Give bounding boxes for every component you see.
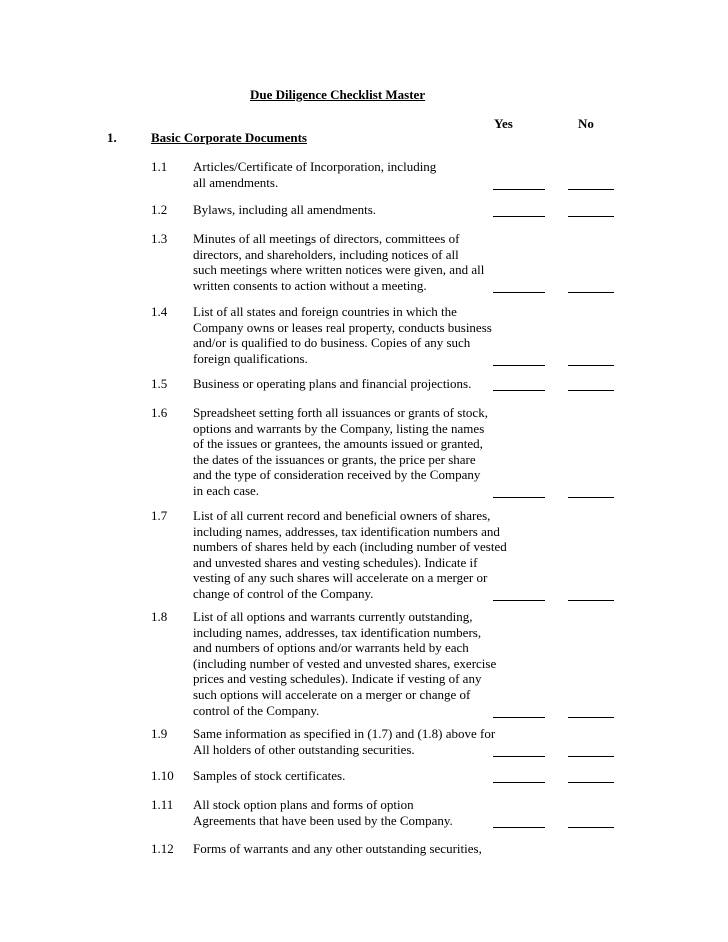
no-answer-blank[interactable] <box>568 756 614 757</box>
item-text-line: written consents to action without a meeting. <box>193 277 427 293</box>
yes-answer-blank[interactable] <box>493 827 545 828</box>
yes-answer-blank[interactable] <box>493 600 545 601</box>
column-header-yes: Yes <box>494 116 513 131</box>
item-text-line: Samples of stock certificates. <box>193 768 346 783</box>
item-text-line: such options will accelerate on a merger or change of <box>193 687 471 702</box>
item-number: 1.6 <box>151 405 168 420</box>
no-answer-blank[interactable] <box>568 497 614 498</box>
item-text-line: (including number of vested and unvested shares, exercise <box>193 655 497 671</box>
page-title: Due Diligence Checklist Master <box>250 87 426 102</box>
yes-answer-blank[interactable] <box>493 390 545 391</box>
no-answer-blank[interactable] <box>568 216 614 217</box>
no-answer-blank[interactable] <box>568 390 614 391</box>
item-text-line: List of all current record and beneficial owners of shares, <box>193 508 491 523</box>
no-answer-blank[interactable] <box>568 782 614 783</box>
item-text-line: numbers of shares held by each (including number of vested <box>193 539 507 555</box>
item-number: 1.9 <box>151 726 168 741</box>
item-text-line: Articles/Certificate of Incorporation, including <box>193 159 437 174</box>
item-number: 1.5 <box>151 376 168 391</box>
item-text-line: all amendments. <box>193 174 279 190</box>
item-text-line: control of the Company. <box>193 702 320 718</box>
item-text-line: Forms of warrants and any other outstanding securities, <box>193 841 482 856</box>
item-text-line: foreign qualifications. <box>193 350 308 366</box>
item-text-line: change of control of the Company. <box>193 586 374 601</box>
column-header-no: No <box>578 116 594 131</box>
yes-answer-blank[interactable] <box>493 365 545 366</box>
item-number: 1.7 <box>151 508 168 523</box>
yes-answer-blank[interactable] <box>493 216 545 217</box>
section-title: Basic Corporate Documents <box>151 130 307 145</box>
item-text-line: Company owns or leases real property, conducts business <box>193 319 492 335</box>
item-text-line: of the issues or grantees, the amounts issued or granted, <box>193 436 483 452</box>
item-text-line: All holders of other outstanding securities. <box>193 741 415 757</box>
yes-answer-blank[interactable] <box>493 717 545 718</box>
yes-answer-blank[interactable] <box>493 756 545 757</box>
item-text-line: Business or operating plans and financial projections. <box>193 376 472 391</box>
item-text-line: including names, addresses, tax identification numbers, <box>193 624 482 640</box>
yes-answer-blank[interactable] <box>493 782 545 783</box>
yes-answer-blank[interactable] <box>493 189 545 190</box>
no-answer-blank[interactable] <box>568 600 614 601</box>
item-number: 1.10 <box>151 768 174 783</box>
item-number: 1.1 <box>151 159 168 174</box>
item-text-line: All stock option plans and forms of option <box>193 797 414 812</box>
yes-answer-blank[interactable] <box>493 292 545 293</box>
no-answer-blank[interactable] <box>568 292 614 293</box>
item-text-line: Minutes of all meetings of directors, committees of <box>193 231 460 246</box>
item-text-line: and/or is qualified to do business. Copies of any such <box>193 335 471 351</box>
item-text-line: Same information as specified in (1.7) and (1.8) above for <box>193 726 496 741</box>
section-number: 1. <box>107 130 117 145</box>
item-text-line: List of all options and warrants currently outstanding, <box>193 609 473 624</box>
item-text-line: and unvested shares and vesting schedules). Indicate if <box>193 554 478 570</box>
item-text-line: options and warrants by the Company, listing the names <box>193 420 485 436</box>
no-answer-blank[interactable] <box>568 827 614 828</box>
item-text-line: the dates of the issuances or grants, the price per share <box>193 451 476 467</box>
item-number: 1.11 <box>151 797 174 812</box>
item-text-line: Spreadsheet setting forth all issuances or grants of stock, <box>193 405 488 420</box>
item-number: 1.4 <box>151 304 168 319</box>
item-text-line: prices and vesting schedules). Indicate if vesting of any <box>193 671 482 687</box>
no-answer-blank[interactable] <box>568 189 614 190</box>
item-text-line: directors, and shareholders, including notices of all <box>193 246 459 262</box>
item-number: 1.3 <box>151 231 168 246</box>
item-number: 1.2 <box>151 202 168 217</box>
item-text-line: vesting of any such shares will accelerate on a merger or <box>193 570 488 586</box>
item-text-line: Bylaws, including all amendments. <box>193 202 377 217</box>
yes-answer-blank[interactable] <box>493 497 545 498</box>
item-text-line: including names, addresses, tax identification numbers and <box>193 523 500 539</box>
item-number: 1.12 <box>151 841 174 856</box>
item-text-line: Agreements that have been used by the Company. <box>193 812 453 828</box>
no-answer-blank[interactable] <box>568 717 614 718</box>
item-number: 1.8 <box>151 609 168 624</box>
item-text-line: such meetings where written notices were given, and all <box>193 262 485 278</box>
no-answer-blank[interactable] <box>568 365 614 366</box>
item-text-line: and the type of consideration received by the Company <box>193 467 481 483</box>
item-text-line: and numbers of options and/or warrants held by each <box>193 640 469 656</box>
item-text-line: in each case. <box>193 483 260 498</box>
item-text-line: List of all states and foreign countries in which the <box>193 304 457 319</box>
